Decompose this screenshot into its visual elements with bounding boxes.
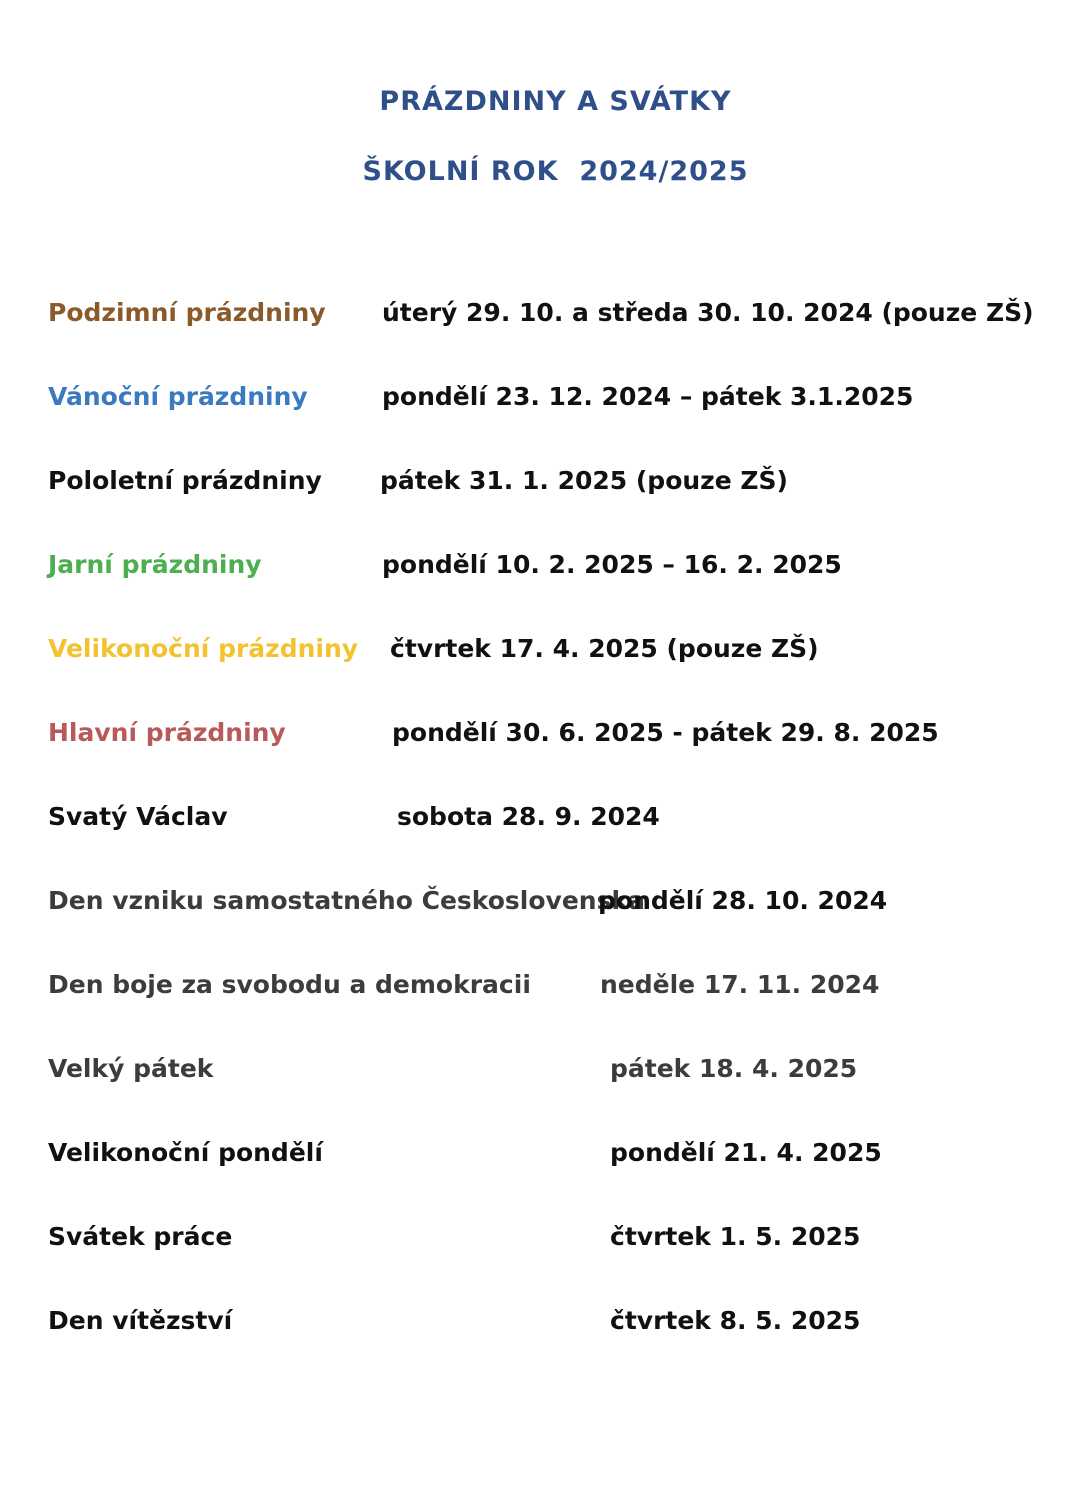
holiday-label: Hlavní prázdniny: [48, 718, 286, 747]
holiday-row-pololetni: [0, 466, 1081, 506]
holiday-row-jarni: [0, 550, 1081, 590]
holiday-row-svaty-vaclav: [0, 802, 1081, 842]
holiday-label: Svatý Václav: [48, 802, 228, 831]
holiday-label: Jarní prázdniny: [48, 550, 262, 579]
holiday-date: čtvrtek 8. 5. 2025: [610, 1306, 861, 1335]
holiday-row-svatek-prace: [0, 1222, 1081, 1262]
holiday-row-den-vzniku: [0, 886, 1081, 926]
holiday-label: Pololetní prázdniny: [48, 466, 322, 495]
holiday-row-vanocni: [0, 382, 1081, 422]
holiday-date: pondělí 23. 12. 2024 – pátek 3.1.2025: [382, 382, 914, 411]
holiday-date: pátek 31. 1. 2025 (pouze ZŠ): [380, 466, 788, 495]
holiday-row-den-boje: [0, 970, 1081, 1010]
page-subtitle: ŠKOLNÍ ROK 2024/2025: [362, 156, 749, 187]
holiday-date: pondělí 30. 6. 2025 - pátek 29. 8. 2025: [392, 718, 939, 747]
holiday-label: Velký pátek: [48, 1054, 214, 1083]
holiday-label: Velikonoční prázdniny: [48, 634, 359, 663]
holiday-label: Velikonoční pondělí: [48, 1138, 323, 1167]
holiday-label: Den boje za svobodu a demokracii: [48, 970, 531, 999]
holiday-row-velky-patek: [0, 1054, 1081, 1094]
holiday-date: neděle 17. 11. 2024: [600, 970, 880, 999]
holiday-row-podzimni: [0, 298, 1081, 338]
holiday-label: Den vzniku samostatného Československa: [48, 886, 645, 915]
holiday-label: Podzimní prázdniny: [48, 298, 326, 327]
holiday-date: pátek 18. 4. 2025: [610, 1054, 858, 1083]
holiday-row-hlavni: [0, 718, 1081, 758]
holiday-label: Svátek práce: [48, 1222, 233, 1251]
holiday-row-velikonocni-pondeli: [0, 1138, 1081, 1178]
holiday-date: úterý 29. 10. a středa 30. 10. 2024 (pouze ZŠ): [382, 298, 1034, 327]
holiday-row-velikonocni: [0, 634, 1081, 674]
holiday-label: Den vítězství: [48, 1306, 233, 1335]
holiday-date: čtvrtek 17. 4. 2025 (pouze ZŠ): [390, 634, 819, 663]
holiday-date: čtvrtek 1. 5. 2025: [610, 1222, 861, 1251]
holiday-row-den-vitezstvi: [0, 1306, 1081, 1346]
holiday-date: pondělí 10. 2. 2025 – 16. 2. 2025: [382, 550, 842, 579]
holiday-date: sobota 28. 9. 2024: [397, 802, 660, 831]
holiday-date: pondělí 28. 10. 2024: [598, 886, 888, 915]
page-title: PRÁZDNINY A SVÁTKY: [379, 86, 732, 117]
holiday-date: pondělí 21. 4. 2025: [610, 1138, 882, 1167]
holiday-label: Vánoční prázdniny: [48, 382, 308, 411]
